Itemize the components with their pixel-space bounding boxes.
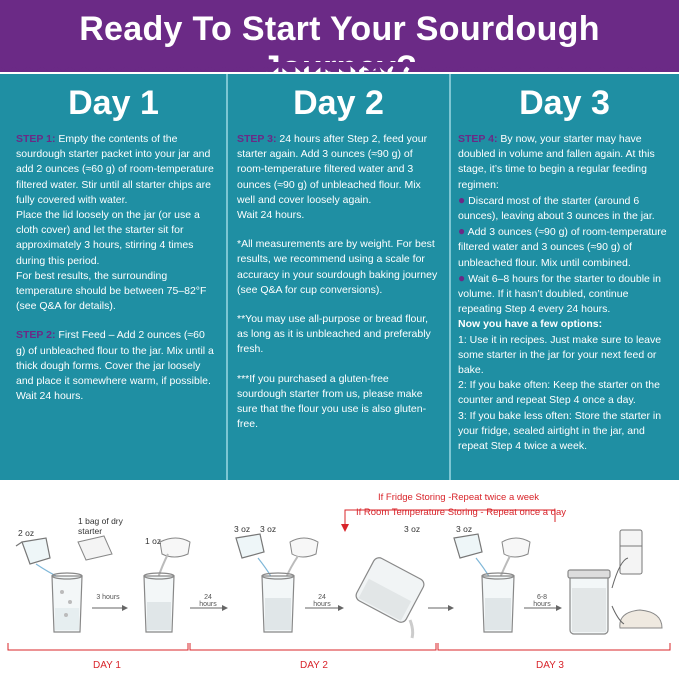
flour-stream xyxy=(158,554,168,578)
day3-text xyxy=(458,132,673,454)
step4-paragraph xyxy=(458,132,673,193)
bullet-wait: ● Wait 6–8 hours for the starter to double in volume. If it hasn’t doubled, continue repeating Step 4 every 24 hours. xyxy=(458,270,661,316)
day1-bracket xyxy=(8,643,188,650)
jar-icon xyxy=(144,573,174,632)
option-1: 1: Use it in recipes. Just make sure to leave some starter in the jar for your next feed or bake. xyxy=(458,333,662,377)
step2-label: STEP 2: xyxy=(16,329,56,342)
bullet-dot-icon: ● xyxy=(458,192,466,207)
bullet-add: ● Add 3 ounces (≈90 g) of room-temperature filtered water and 3 ounces (≈90 g) of unbleached flour. Mix until combined. xyxy=(458,224,667,269)
step1-text: Empty the contents of the sourdough starter packet into your jar and add 2 ounces (≈60 g) of room-temperature filtered water. Stir until all starter chips are fully covered with water. xyxy=(16,133,214,206)
step4-text: By now, your starter may have doubled in volume and fallen again. At this stage, it’s time to begin a regular feeding regimen: xyxy=(458,133,655,191)
step1-paragraph xyxy=(16,132,217,208)
step3-paragraph xyxy=(237,132,440,208)
repeat-arrow-head xyxy=(341,524,349,532)
day2-title: Day 2 xyxy=(293,84,384,122)
bullet-dot-icon: ● xyxy=(458,224,466,239)
flour-bowl-icon xyxy=(502,538,530,557)
bullet-discard: ● Discard most of the starter (around 6 ounces), leaving about 3 ounces in the jar. xyxy=(458,192,655,223)
day2-bracket xyxy=(190,643,436,650)
water-cup-icon xyxy=(454,534,482,558)
note-flour: **You may use all-purpose or bread flour, as long as it is unbleached and preferably fresh. xyxy=(237,313,431,356)
bread-icon xyxy=(620,610,662,628)
dry-starter-label: 1 bag of dry starter xyxy=(78,516,123,536)
day1-text xyxy=(16,132,217,404)
day3-title: Day 3 xyxy=(519,84,610,122)
day1-wait: Wait 24 hours. xyxy=(16,390,84,403)
step3-text: 24 hours after Step 2, feed your starter again. Add 3 ounces (≈90 g) of room-temperature filtered water and 3 ounces (≈90 g) of unbleached flour. Mix well and cover loosely again. xyxy=(237,133,428,206)
day2-label: DAY 2 xyxy=(300,660,328,671)
day1-column xyxy=(0,74,227,480)
wait-24-hours: 24 hours xyxy=(313,594,331,608)
step2-paragraph xyxy=(16,328,217,389)
discard-stream xyxy=(410,620,413,638)
flour-bowl-icon xyxy=(290,538,318,557)
day1-temp-paragraph: For best results, the surrounding temperature should be between 75–82°F (see Q&A for details). xyxy=(16,269,207,313)
room-repeat-label: If Room Temperature Storing - Repeat once a day xyxy=(356,507,566,518)
day1-label: DAY 1 xyxy=(93,660,121,671)
option-3: 3: If you bake less often: Store the starter in your fridge, sealed airtight in the jar, and repeat Step 4 twice a week. xyxy=(458,409,662,453)
amount-2oz: 2 oz xyxy=(18,528,35,538)
day1-lid-paragraph: Place the lid loosely on the jar (or use a cloth cover) and let the starter sit for approximately 3 hours, stirring 4 times during this period. xyxy=(16,209,200,267)
amount-3oz: 3 oz xyxy=(456,524,473,534)
step3-label: STEP 3: xyxy=(237,133,277,145)
water-cup-icon xyxy=(236,534,264,558)
risen-jar-icon xyxy=(568,570,610,634)
amount-1oz: 1 oz xyxy=(145,536,162,546)
wait-6-8-hours: 6-8 hours xyxy=(533,594,551,608)
option-2: 2: If you bake often: Keep the starter on the counter and repeat Step 4 once a day. xyxy=(458,379,660,407)
day3-column xyxy=(450,74,679,480)
water-cup-icon xyxy=(16,538,50,564)
step2-text: First Feed – Add 2 ounces (≈60 g) of unbleached flour to the jar. Mix until a thick dough forms. Cover the jar loosely and place it somewhere warm, if possible. xyxy=(16,329,214,388)
bullet-dot-icon: ● xyxy=(458,270,466,285)
day2-wait: Wait 24 hours. xyxy=(237,209,305,222)
diagram-drawing xyxy=(0,480,679,679)
page-title: Ready To Start Your Sourdough xyxy=(79,10,600,48)
fridge-repeat-label: If Fridge Storing -Repeat twice a week xyxy=(378,492,540,503)
step4-label: STEP 4: xyxy=(458,133,498,145)
wait-3-hours: 3 hours xyxy=(96,594,120,601)
process-diagram xyxy=(0,480,679,679)
amount-3oz: 3 oz xyxy=(260,524,277,534)
day2-column xyxy=(227,74,450,480)
options-title: Now you have a few options: xyxy=(458,318,603,331)
jar-icon xyxy=(52,573,82,632)
wait-24-hours: 24 hours xyxy=(199,594,217,608)
fridge-icon xyxy=(620,530,642,574)
amount-3oz: 3 oz xyxy=(404,524,421,534)
jar-icon xyxy=(482,573,514,632)
day1-title: Day 1 xyxy=(68,84,159,122)
step1-label: STEP 1: xyxy=(16,133,56,145)
jar-icon xyxy=(262,573,294,632)
note-gluten-free: ***If you purchased a gluten-free sourdough starter from us, please make sure that the flour you use is also gluten-free. xyxy=(237,372,427,431)
amount-3oz: 3 oz xyxy=(234,524,251,534)
note-measurements: *All measurements are by weight. For best results, we recommend using a scale for accuracy in your sourdough baking journey (see Q&A for cup conversions). xyxy=(237,238,438,296)
day3-bracket xyxy=(438,643,670,650)
starter-bag-icon xyxy=(78,536,112,560)
day3-label: DAY 3 xyxy=(536,660,564,671)
day2-text xyxy=(237,132,440,432)
tilted-jar-icon xyxy=(354,556,426,625)
flour-bowl-icon xyxy=(160,538,190,557)
instructions-panel xyxy=(0,74,679,480)
